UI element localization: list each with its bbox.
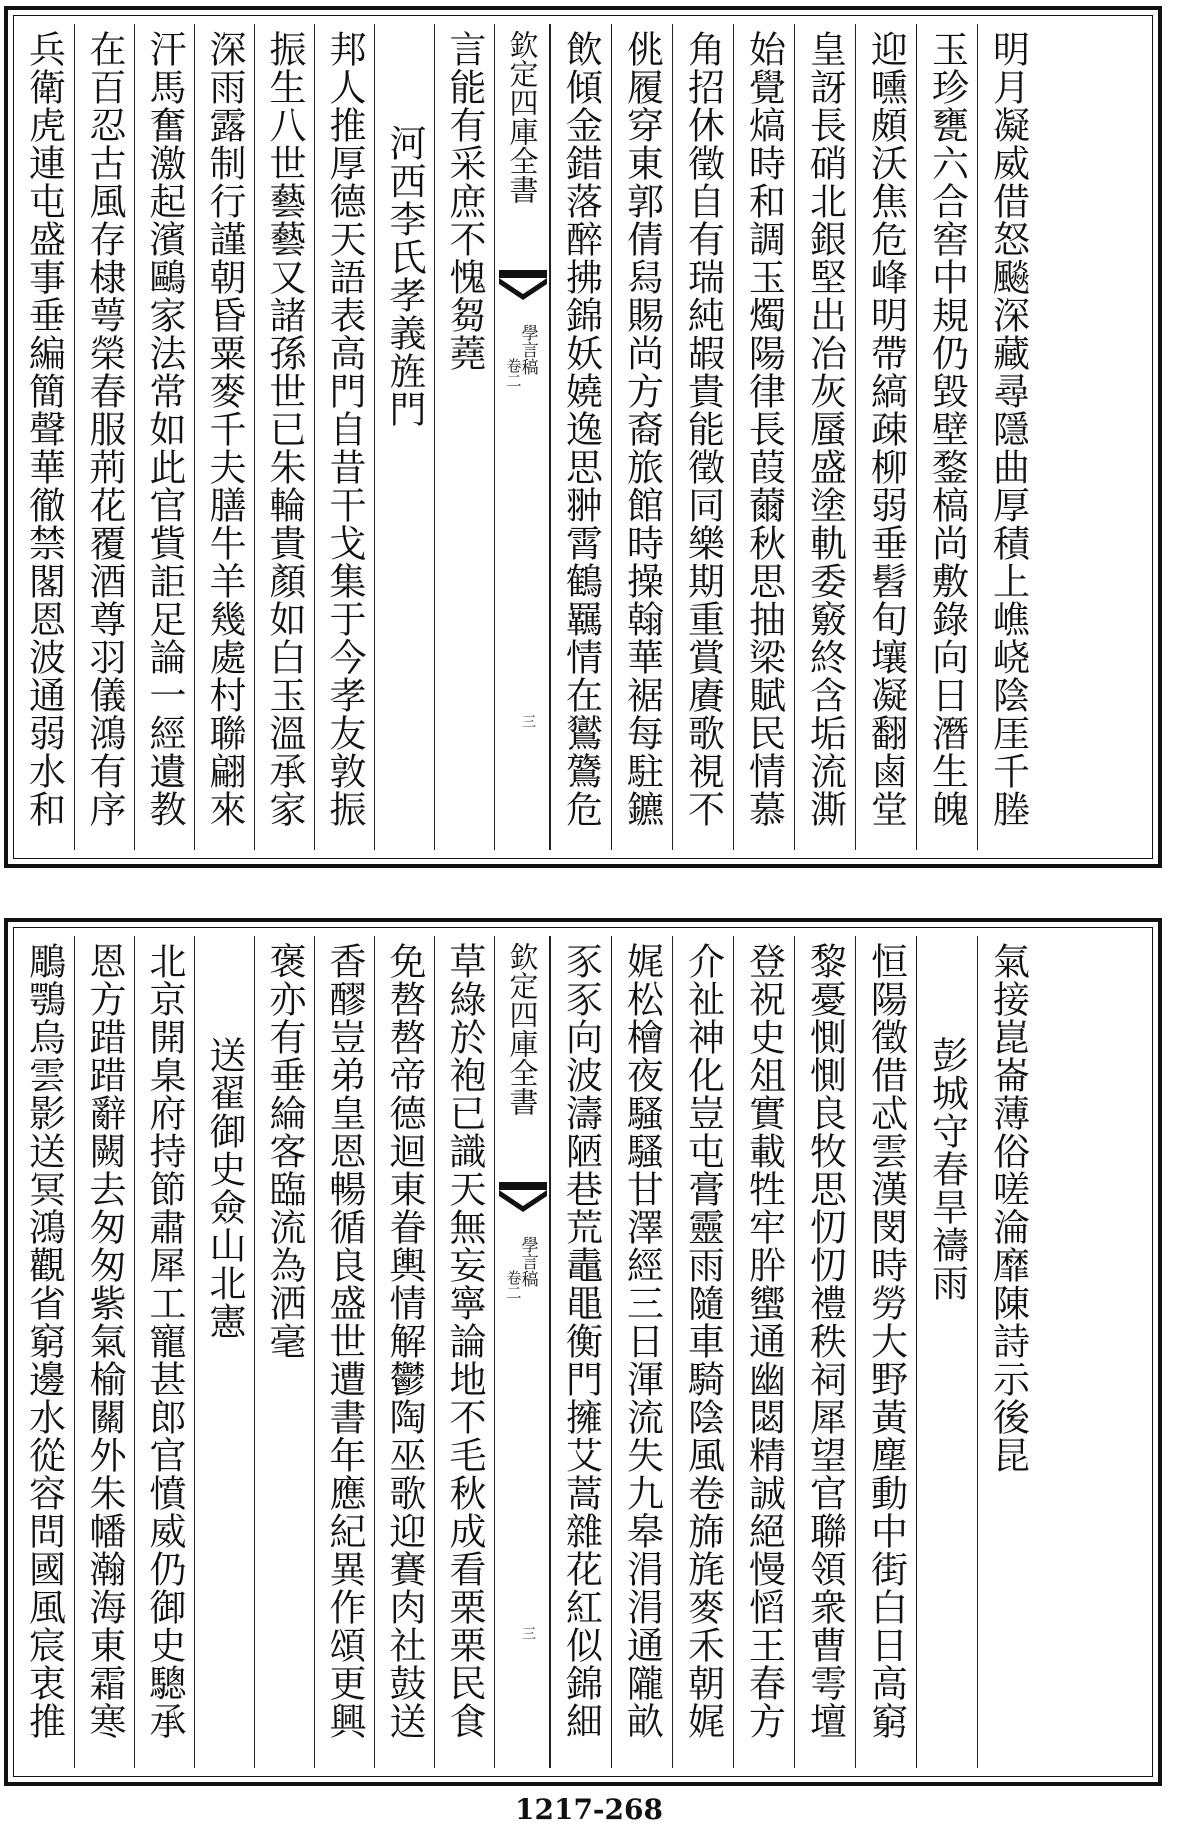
- column-text: 角招休徵自有瑞純嘏貴能徵同樂期重賞賡歌視不: [681, 30, 725, 828]
- text-column: [794, 24, 855, 850]
- poem-title: 送翟御史僉山北憲: [203, 1036, 246, 1340]
- column-text: 邦人推厚德天語表高門自昔干戈集于今孝友敦振: [323, 30, 366, 828]
- column-text: 佻履穿東郭倩舄賜尚方裔旅館時操翰華裾每駐鑣: [620, 30, 664, 828]
- text-column: [855, 24, 916, 850]
- text-column: [254, 936, 314, 1768]
- center-gutter: [494, 24, 550, 850]
- column-text: 豕豕向波濤陋巷荒鼃黽衡門擁艾蒿雜花紅似錦細: [559, 942, 603, 1740]
- text-column: [314, 936, 374, 1768]
- page-code: 1217-268: [515, 1793, 663, 1826]
- column-text: 言能有采庶不愧芻蕘: [443, 30, 486, 372]
- page-number: 三: [520, 714, 536, 728]
- page-number: 三: [520, 1626, 536, 1640]
- text-column: [977, 936, 1038, 1768]
- fish-tail-icon: [499, 270, 547, 306]
- text-column: [194, 24, 254, 850]
- text-column: [374, 936, 434, 1768]
- volume-label: 卷二: [504, 358, 523, 388]
- column-text: 恒陽徵借忒雲漢閔時勞大野黃塵動中街白日高窮: [864, 942, 908, 1740]
- column-text: 汗馬奮激起濱鷗家法常如此官貲詎足論一經遺教: [143, 30, 186, 828]
- text-column: [74, 936, 134, 1768]
- volume-label: 卷二: [504, 1270, 523, 1300]
- column-text: 草綠於袍已識天無妄寧論地不毛秋成看栗栗民食: [443, 942, 486, 1740]
- column-text: 飲傾金錯落醉拂錦妖嬈逸思翀霄鶴羈情在鸑鷟危: [559, 30, 603, 828]
- text-column: [74, 24, 134, 850]
- column-text: 氣接崑崙薄俗嗟淪靡陳詩示後昆: [986, 942, 1030, 1474]
- text-column: [434, 936, 494, 1768]
- column-text: 鵰鶚烏雲影送冥鴻觀省窮邊水從容問國風宸衷推: [22, 942, 66, 1740]
- poem-title: 河西李氏孝義旌門: [383, 124, 426, 428]
- text-column: [672, 936, 733, 1768]
- column-text: 娓松檜夜騷騷甘澤經三日渾流失九皋涓涓通隴畝: [620, 942, 664, 1740]
- text-column: [14, 24, 74, 850]
- text-column: [550, 936, 611, 1768]
- text-column: [550, 24, 611, 850]
- column-text: 明月凝威借怒飈深藏尋隱曲厚積上嶕峣陰厓千塍: [986, 30, 1030, 828]
- text-column: [134, 936, 194, 1768]
- top-page: [4, 6, 1162, 868]
- collection-title: 欽定四庫全書: [505, 30, 540, 204]
- text-column: [611, 24, 672, 850]
- text-column: [794, 936, 855, 1768]
- text-column: [374, 24, 434, 850]
- text-column: [611, 936, 672, 1768]
- text-column: [733, 24, 794, 850]
- column-text: 深雨露制行謹朝昏粟麥千夫膳牛羊幾處村聯翩來: [203, 30, 246, 828]
- poem-title: 彭城守春旱禱雨: [925, 1036, 969, 1302]
- book-title: 學言稿: [517, 1236, 538, 1287]
- center-gutter: [494, 936, 550, 1768]
- text-column: [194, 936, 254, 1768]
- column-text: 褒亦有垂綸客臨流為洒毫: [263, 942, 306, 1360]
- column-text: 振生八世藝藝又諸孫世已朱輪貴顏如白玉溫承家: [263, 30, 306, 828]
- column-text: 兵衛虎連屯盛事垂編簡聲華徹禁閣恩波通弱水和: [22, 30, 66, 828]
- text-column: [672, 24, 733, 850]
- column-text: 介祉神化豈屯膏靈雨隨車騎陰風卷旆旄麥禾朝娓: [681, 942, 725, 1740]
- text-column: [977, 24, 1038, 850]
- text-column: [134, 24, 194, 850]
- text-column: [733, 936, 794, 1768]
- column-text: 玉珍甕六合窖中規仍毀壁鍪槁尚敷錄向日潛生魄: [925, 30, 969, 828]
- text-column: [434, 24, 494, 850]
- text-column: [916, 936, 977, 1768]
- column-text: 黎憂惻惻良牧思忉忉禮秩祠犀望官聯領衆曹雩壇: [803, 942, 847, 1740]
- column-text: 免嗸嗸帝德迴東眷輿情解鬱陶巫歌迎賽肉社鼓送: [383, 942, 426, 1740]
- column-text: 迎曛頗沃焦危峰明帶縞疎柳弱垂髫旬壤凝翻鹵堂: [864, 30, 908, 828]
- fish-tail-icon: [499, 1182, 547, 1218]
- text-column: [14, 936, 74, 1768]
- text-column: [254, 24, 314, 850]
- text-column: [855, 936, 916, 1768]
- text-column: [916, 24, 977, 850]
- bottom-page-frame: [13, 927, 1153, 1777]
- top-page-frame: [13, 15, 1153, 859]
- column-text: 香醪豈弟皇恩暢循良盛世遭書年應紀異作頌更興: [323, 942, 366, 1740]
- column-text: 在百忍古風存棣萼榮春服荊花覆酒尊羽儀鴻有序: [83, 30, 126, 828]
- bottom-page: [4, 918, 1162, 1786]
- text-column: [314, 24, 374, 850]
- column-text: 登祝史俎實載牲牢肸蠁通幽閟精誠絕慢慆王春方: [742, 942, 786, 1740]
- column-text: 恩方踖踖辭闕去匆匆紫氣榆關外朱幡瀚海東霜寒: [83, 942, 126, 1740]
- collection-title: 欽定四庫全書: [505, 942, 540, 1116]
- column-text: 北京開臬府持節肅犀工寵甚郎官憤威仍御史驄承: [143, 942, 186, 1740]
- column-text: 始覺熇時和調玉燭陽律長葭薾秋思抽梁賦民情慕: [742, 30, 786, 828]
- book-title: 學言稿: [517, 324, 538, 375]
- column-text: 皇訝長硝北銀堅出冶灰蜃盛塗軌委竅終含垢流澌: [803, 30, 847, 828]
